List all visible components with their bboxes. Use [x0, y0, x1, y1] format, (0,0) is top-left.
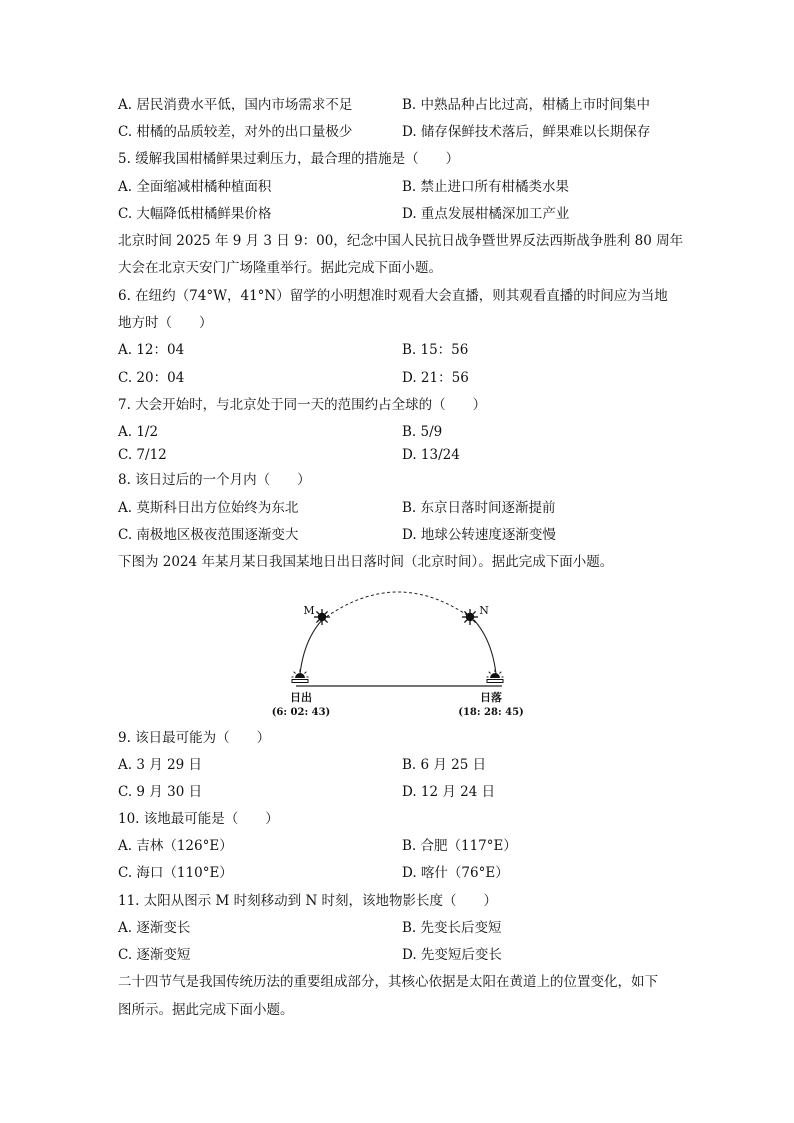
sun-path-diagram: [270, 588, 530, 723]
q6-stem-line1: 6. 在纽约（74°W，41°N）留学的小明想准时观看大会直播，则其观看直播的时间应为当地: [118, 288, 668, 304]
q11-stem: 11. 太阳从图示 M 时刻移动到 N 时刻，该地物影长度（ ）: [118, 893, 498, 909]
q10-option-a: A. 吉林（126°E）: [118, 838, 233, 854]
q6-option-c: C. 20：04: [118, 370, 185, 386]
q8-stem: 8. 该日过后的一个月内（ ）: [118, 472, 311, 488]
q8-option-b: B. 东京日落时间逐渐提前: [402, 500, 556, 516]
sun-path-left-arc: [300, 620, 322, 674]
q7-option-b: B. 5/9: [402, 424, 443, 440]
passage3-line1: 二十四节气是我国传统历法的重要组成部分，其核心依据是太阳在黄道上的位置变化，如下: [118, 974, 658, 990]
q11-option-a: A. 逐渐变长: [118, 920, 191, 936]
sunset-icon: [487, 670, 504, 683]
q4-option-a: A. 居民消费水平低，国内市场需求不足: [118, 97, 353, 113]
passage3-line2: 图所示。据此完成下面小题。: [118, 1002, 294, 1018]
label-m: M: [303, 604, 315, 617]
q7-option-d: D. 13/24: [402, 447, 460, 463]
q9-option-b: B. 6 月 25 日: [402, 757, 487, 773]
q10-option-d: D. 喀什（76°E）: [402, 865, 509, 881]
sunrise-icon: [292, 670, 309, 683]
q11-option-c: C. 逐渐变短: [118, 947, 191, 963]
q5-option-d: D. 重点发展柑橘深加工产业: [402, 206, 570, 222]
q5-stem: 5. 缓解我国柑橘鲜果过剩压力，最合理的措施是（ ）: [118, 151, 460, 167]
q9-option-c: C. 9 月 30 日: [118, 784, 203, 800]
q5-option-a: A. 全面缩减柑橘种植面积: [118, 179, 272, 195]
q6-option-b: B. 15：56: [402, 342, 469, 358]
q4-option-c: C. 柑橘的品质较差，对外的出口量极少: [118, 124, 353, 140]
q4-option-b: B. 中熟品种占比过高，柑橘上市时间集中: [402, 97, 651, 113]
q11-option-b: B. 先变长后变短: [402, 920, 502, 936]
q4-option-d: D. 储存保鲜技术落后，鲜果难以长期保存: [402, 124, 651, 140]
q8-option-c: C. 南极地区极夜范围逐渐变大: [118, 527, 299, 543]
q5-option-b: B. 禁止进口所有柑橘类水果: [402, 179, 570, 195]
passage2: 下图为 2024 年某月某日我国某地日出日落时间（北京时间）。据此完成下面小题。: [118, 554, 614, 570]
q6-option-d: D. 21：56: [402, 370, 469, 386]
q7-option-c: C. 7/12: [118, 447, 167, 463]
q6-option-a: A. 12：04: [118, 342, 185, 358]
sun-path-right-arc: [474, 620, 496, 674]
q7-stem: 7. 大会开始时，与北京处于同一天的范围约占全球的（ ）: [118, 397, 487, 413]
q9-stem: 9. 该日最可能为（ ）: [118, 730, 271, 746]
q10-option-b: B. 合肥（117°E）: [402, 838, 517, 854]
passage1-line2: 大会在北京天安门广场隆重举行。据此完成下面小题。: [118, 260, 442, 276]
passage1-line1: 北京时间 2025 年 9 月 3 日 9：00，纪念中国人民抗日战争暨世界反法西斯战争胜利 80 周年: [118, 233, 684, 249]
q10-stem: 10. 该地最可能是（ ）: [118, 811, 279, 827]
q8-option-d: D. 地球公转速度逐渐变慢: [402, 527, 556, 543]
label-n: N: [479, 604, 489, 617]
sunrise-label: 日出: [290, 691, 312, 704]
q6-stem-line2: 地方时（ ）: [118, 315, 213, 331]
sun-path-dashed-arc: [322, 592, 474, 620]
sun-m-icon: [314, 609, 330, 625]
sunset-time: (18: 28: 45): [458, 707, 524, 718]
q8-option-a: A. 莫斯科日出方位始终为东北: [118, 500, 299, 516]
q5-option-c: C. 大幅降低柑橘鲜果价格: [118, 206, 272, 222]
q7-option-a: A. 1/2: [118, 424, 159, 440]
sunset-label: 日落: [480, 691, 502, 704]
q10-option-c: C. 海口（110°E）: [118, 865, 233, 881]
sunrise-time: (6: 02: 43): [271, 707, 331, 718]
q9-option-a: A. 3 月 29 日: [118, 757, 202, 773]
q11-option-d: D. 先变短后变长: [402, 947, 502, 963]
sun-n-icon: [462, 609, 478, 625]
q9-option-d: D. 12 月 24 日: [402, 784, 496, 800]
